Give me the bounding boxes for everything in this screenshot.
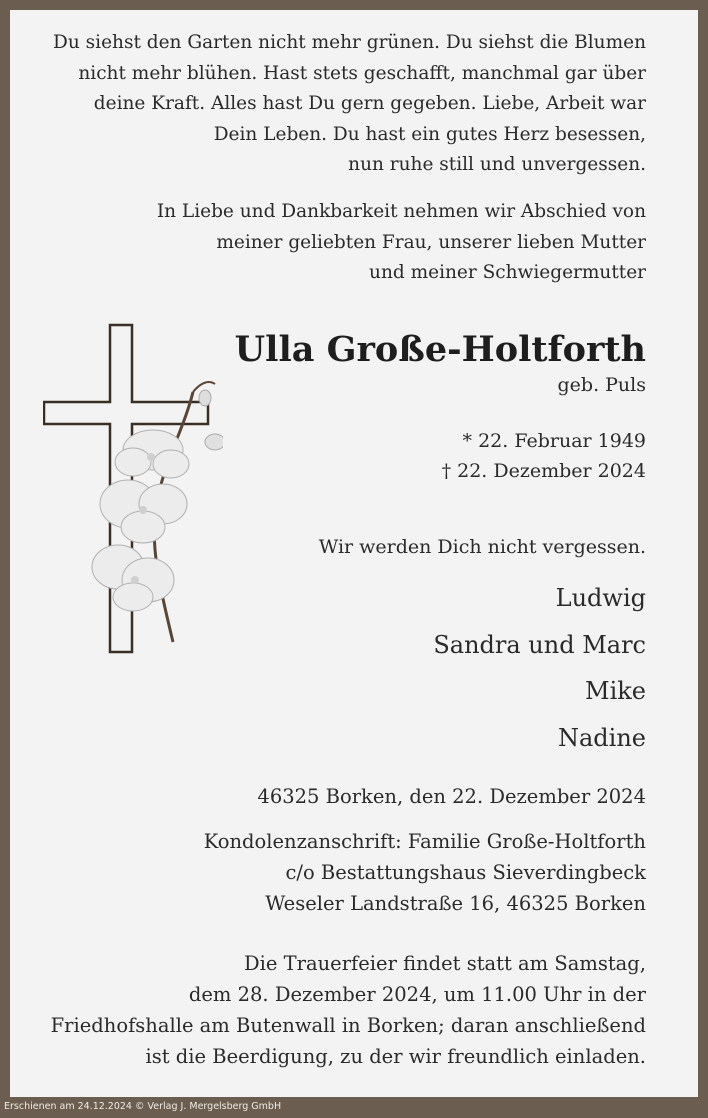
poem-line: deine Kraft. Alles hast Du gern gegeben. Liebe, Arbeit war (93, 93, 646, 114)
intro-line: und meiner Schwiegermutter (369, 262, 646, 283)
poem (53, 28, 646, 181)
death-date: † 22. Dezember 2024 (441, 460, 646, 482)
funeral-line: Die Trauerfeier findet statt am Samstag, (244, 952, 646, 975)
funeral-line: Friedhofshalle am Butenwall in Borken; daran anschließend (50, 1014, 646, 1037)
farewell-text: Wir werden Dich nicht vergessen. (318, 536, 646, 558)
funeral-info (51, 948, 646, 1072)
intro-line: meiner geliebten Frau, unserer lieben Mutter (216, 231, 646, 253)
funeral-line: ist die Beerdigung, zu der wir freundlich einladen. (145, 1045, 646, 1068)
cross-orchid-icon (43, 322, 223, 662)
birth-date: * 22. Februar 1949 (462, 430, 646, 452)
condolence-address (204, 826, 646, 919)
poem-line: Du siehst den Garten nicht mehr grünen. Du siehst die Blumen (53, 32, 646, 53)
deceased-name: Ulla Große-Holtforth (234, 329, 646, 370)
mourner-name: Sandra und Marc (433, 630, 646, 659)
intro-text (157, 197, 646, 289)
mourners-list (433, 575, 646, 761)
mourner-name: Nadine (557, 723, 646, 752)
place-date: 46325 Borken, den 22. Dezember 2024 (257, 785, 646, 808)
poem-line: nicht mehr blühen. Hast stets geschafft, manchmal gar über (78, 62, 646, 84)
life-dates (442, 426, 646, 486)
publication-footer: Erschienen am 24.12.2024 © Verlag J. Mergelsberg GmbH (4, 1101, 282, 1112)
condolence-line: Kondolenzanschrift: Familie Große-Holtforth (203, 830, 646, 853)
mourner-name: Mike (585, 677, 646, 705)
maiden-name: geb. Puls (557, 374, 646, 396)
condolence-line: c/o Bestattungshaus Sieverdingbeck (285, 861, 646, 884)
obituary-paper (10, 10, 698, 1097)
condolence-line: Weseler Landstraße 16, 46325 Borken (265, 892, 646, 915)
intro-line: In Liebe und Dankbarkeit nehmen wir Abschied von (156, 201, 646, 222)
mourner-name: Ludwig (555, 584, 646, 612)
poem-line: nun ruhe still und unvergessen. (348, 154, 646, 175)
funeral-line: dem 28. Dezember 2024, um 11.00 Uhr in der (188, 983, 646, 1006)
poem-line: Dein Leben. Du hast ein gutes Herz besessen, (213, 123, 646, 145)
